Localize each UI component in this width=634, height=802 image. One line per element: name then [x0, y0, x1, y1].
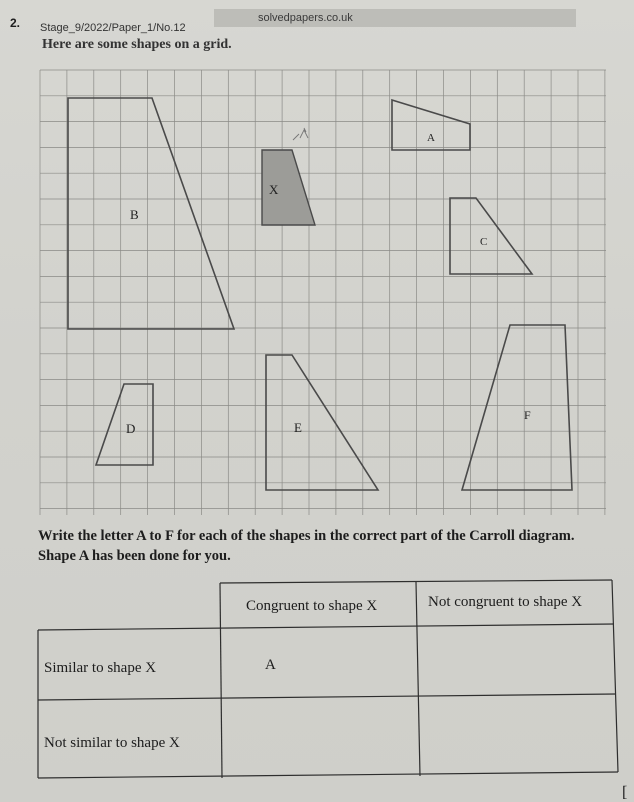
label-x: X	[269, 182, 279, 197]
paper-code: Stage_9/2022/Paper_1/No.12	[40, 22, 186, 34]
instruction-line-1: Write the letter A to F for each of the shapes in the correct part of the Carroll diagram.	[38, 528, 575, 544]
col-header-congruent: Congruent to shape X	[246, 598, 378, 614]
label-d: D	[126, 421, 136, 436]
question-number: 2.	[10, 16, 21, 30]
col-header-not-congruent: Not congruent to shape X	[428, 594, 583, 610]
row-header-similar: Similar to shape X	[44, 660, 157, 676]
instruction-line-2: Shape A has been done for you.	[38, 548, 231, 564]
label-b: B	[130, 207, 139, 222]
row-header-not-similar: Not similar to shape X	[44, 735, 180, 751]
answer-similar-congruent[interactable]: A	[265, 657, 276, 673]
watermark: solvedpapers.co.uk	[214, 9, 576, 27]
mark-bracket: [	[622, 784, 628, 801]
question-intro: Here are some shapes on a grid.	[42, 37, 232, 52]
label-f: F	[524, 408, 531, 422]
label-a: A	[427, 132, 435, 144]
label-e: E	[294, 420, 302, 435]
label-c: C	[480, 236, 488, 248]
